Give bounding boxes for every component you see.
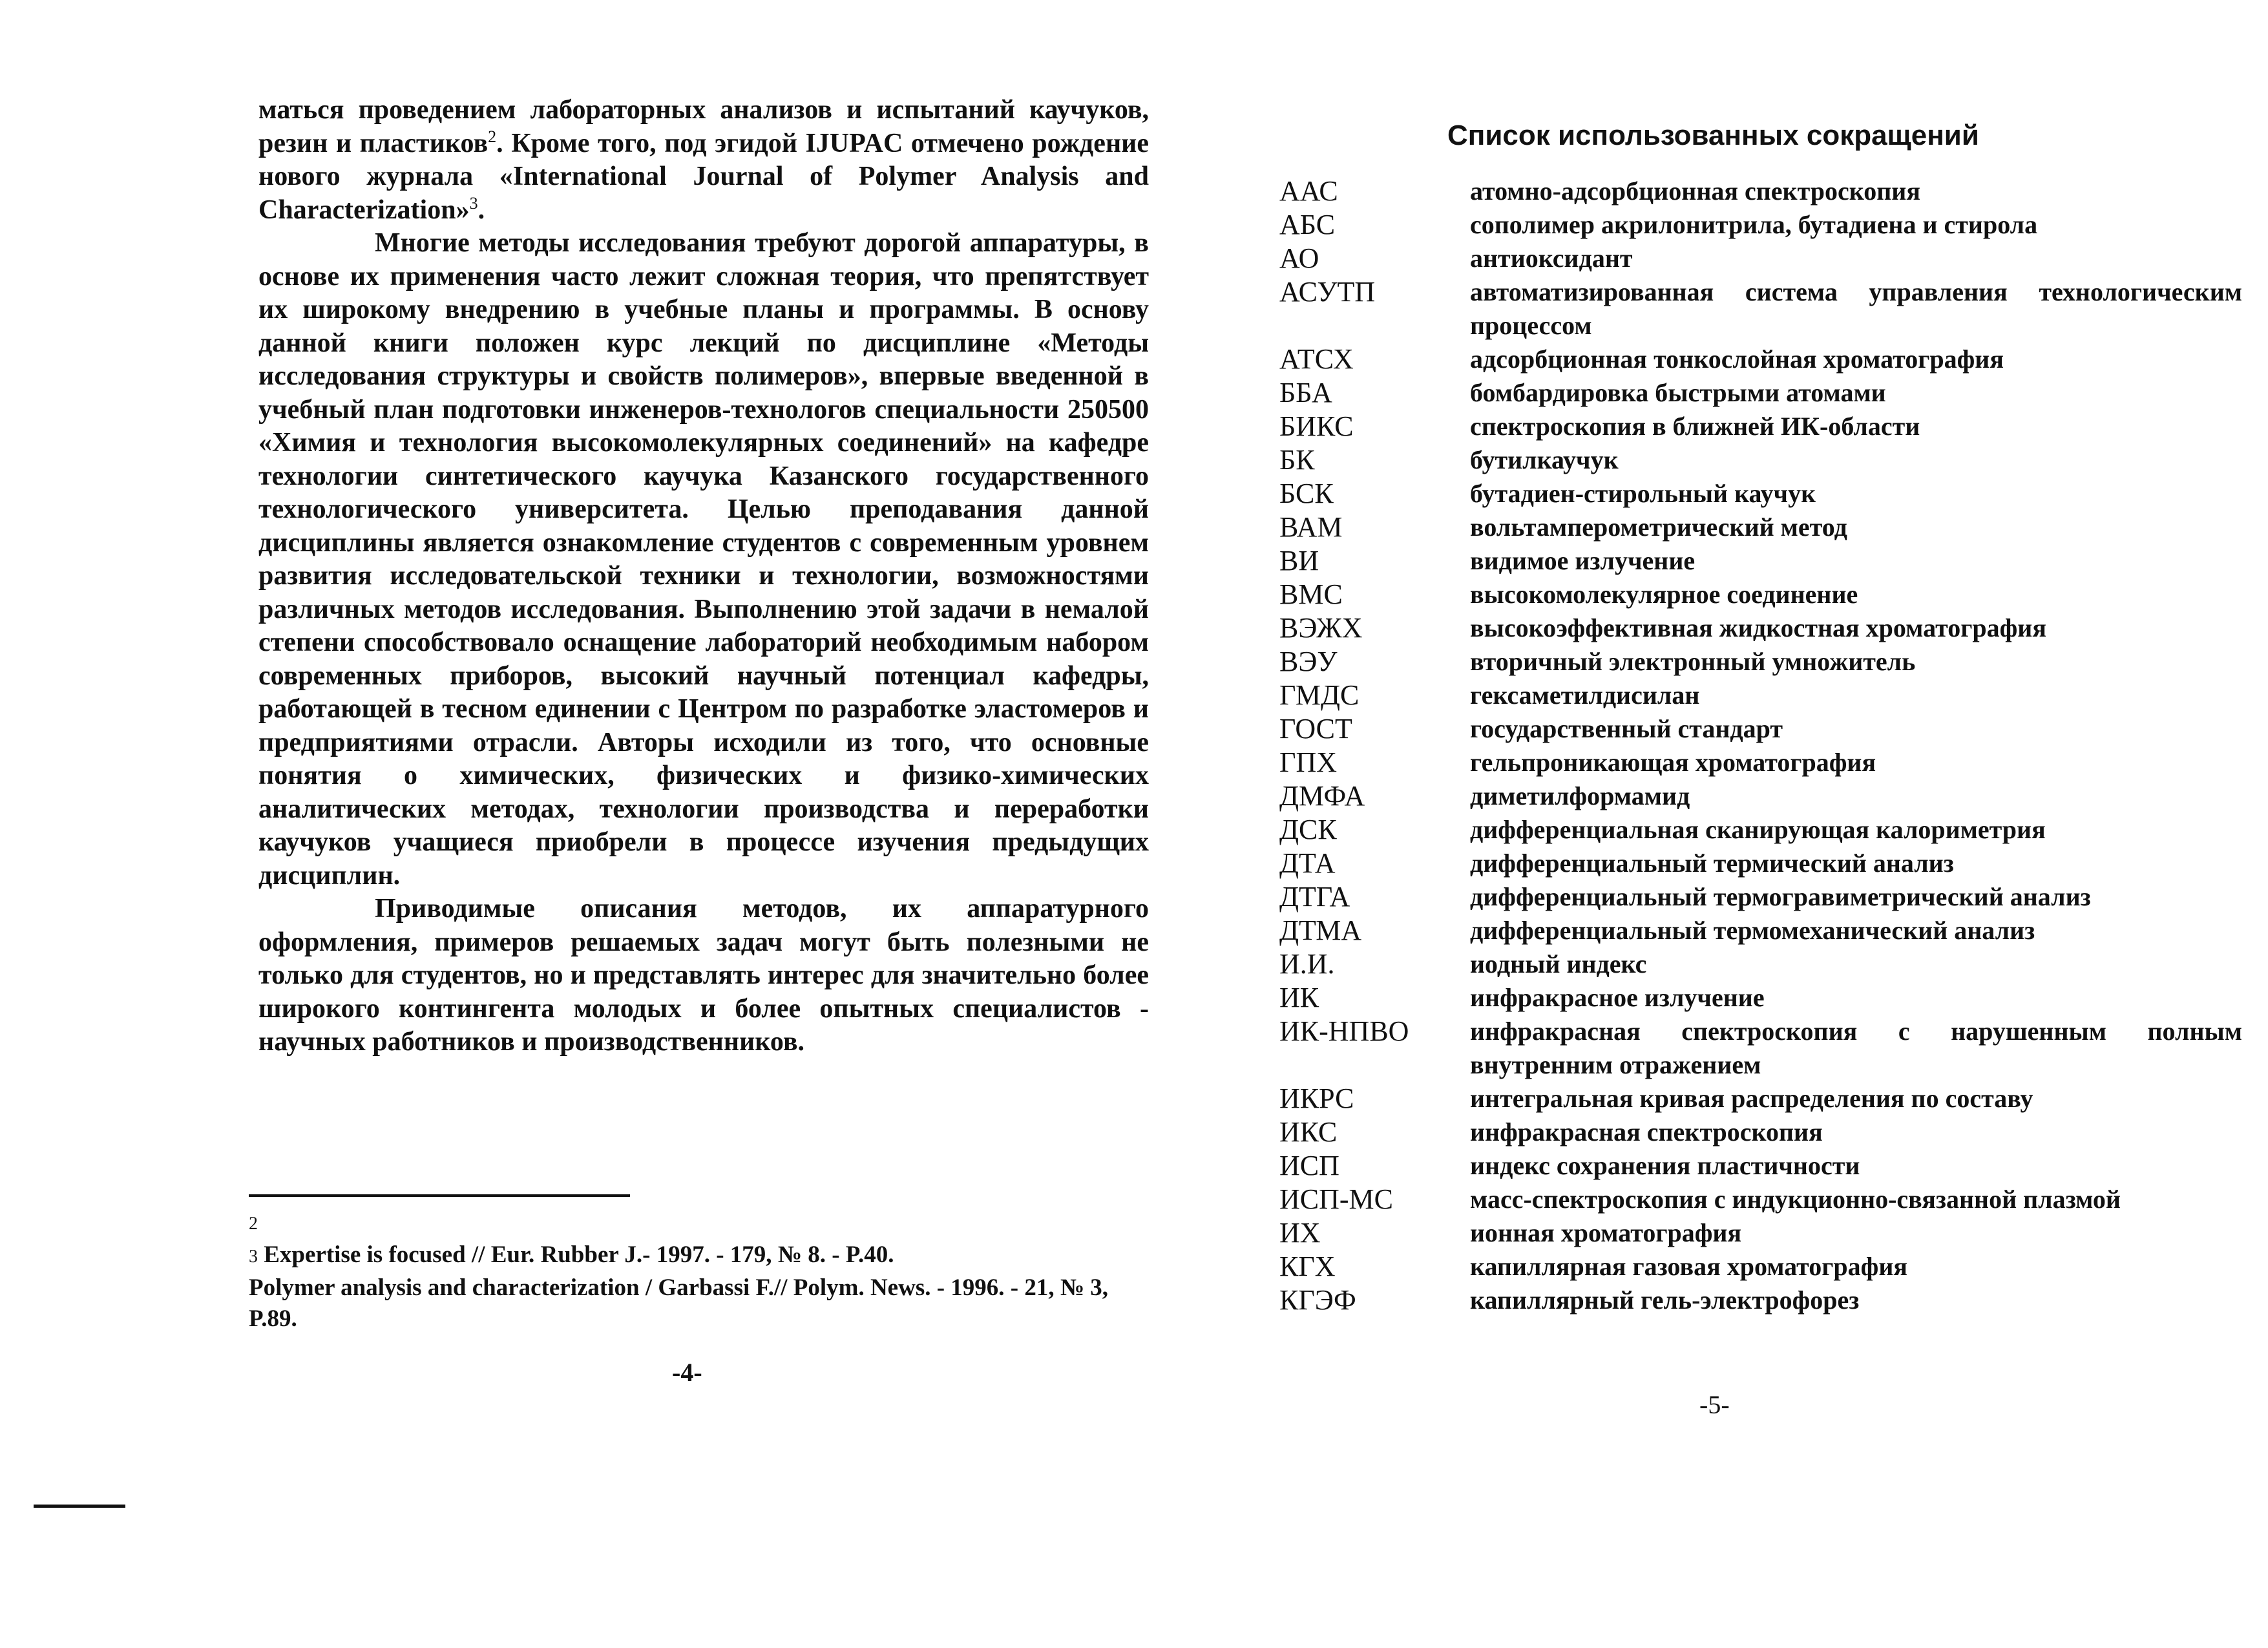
footnote-ref-3: 3	[469, 193, 478, 213]
body-text	[258, 94, 1149, 1059]
abbreviation-code: И.И.	[1279, 948, 1335, 980]
abbreviation-row	[1279, 343, 2242, 376]
margin-mark	[34, 1505, 125, 1508]
abbreviation-code: ИСП	[1279, 1150, 1339, 1181]
abbreviation-definition: масс-спектроскопия с индукционно-связанной плазмой	[1470, 1185, 2121, 1214]
abbreviation-definition: иодный индекс	[1470, 949, 1647, 978]
abbreviation-row	[1279, 611, 2242, 645]
abbreviations-list	[1279, 174, 2242, 1317]
abbreviation-definition: дифференциальный термический анализ	[1470, 849, 1954, 878]
abbreviation-row	[1279, 746, 2242, 779]
abbreviation-row	[1279, 1115, 2242, 1149]
paragraph-2: Многие методы исследования требуют дорогой аппаратуры, в основе их применения часто лежит сложная теория, что препятствует их широкому внедрению в учебные планы и программы. В основу данной книги положен курс лекций по дисциплине «Методы исследования структуры и свойств полимеров», впервые введенной в учебный план подготовки инженеров-технологов специальности 250500 «Химия и технология высокомолекулярных соединений» на кафедре технологии синтетического каучука Казанского государственного технологического университета. Целью преподавания данной дисциплины является ознакомление студентов с современным уровнем развития исследовательской техники и технологии, возможностями различных методов исследования. Выполнению этой задачи в немалой степени способствовало оснащение лабораторий необходимым набором современных приборов, высокий научный потенциал кафедры, работающей в тесном единении с Центром по разработке эластомеров и предприятиями отрасли. Авторы исходили из того, что основные понятия о химических, физических и физико-химических аналитических методах, технологии производства и переработки каучуков учащиеся приобрели в процессе изучения предыдущих дисциплин.	[258, 228, 1149, 891]
abbreviation-definition: вольтамперометрический метод	[1470, 512, 1847, 542]
abbreviation-definition: государственный стандарт	[1470, 714, 1783, 743]
abbreviation-row	[1279, 1015, 2242, 1082]
abbreviation-code: КГХ	[1279, 1251, 1336, 1282]
abbreviation-code: ГОСТ	[1279, 713, 1352, 745]
footnote-3-text: Polymer analysis and characterization / Garbassi F.// Polym. News. - 1996. - 21, № 3, P.89.	[249, 1274, 1109, 1332]
abbreviation-definition: высокомолекулярное соединение	[1470, 580, 1858, 609]
abbreviation-code: ВЭУ	[1279, 646, 1338, 677]
abbreviation-code: ГМДС	[1279, 679, 1360, 711]
abbreviation-definition: сополимер акрилонитрила, бутадиена и стирола	[1470, 210, 2038, 239]
abbreviation-row	[1279, 544, 2242, 578]
abbreviation-code: БК	[1279, 444, 1315, 476]
abbreviation-row	[1279, 947, 2242, 981]
abbreviation-code: АБС	[1279, 209, 1336, 240]
abbreviation-code: ДТМА	[1279, 914, 1362, 946]
abbreviation-definition: диметилформамид	[1470, 781, 1690, 810]
abbreviation-definition: гексаметилдисилан	[1470, 681, 1700, 710]
abbreviation-code: ГПХ	[1279, 746, 1337, 778]
abbreviation-row	[1279, 477, 2242, 511]
abbreviation-definition: гельпроникающая хроматография	[1470, 748, 1876, 777]
abbreviation-definition: автоматизированная система управления технологическим процессом	[1470, 277, 2242, 340]
abbreviation-code: АО	[1279, 242, 1319, 274]
abbreviation-definition: высокоэффективная жидкостная хроматография	[1470, 613, 2046, 642]
abbreviation-row	[1279, 1183, 2242, 1216]
abbreviation-definition: дифференциальный термомеханический анализ	[1470, 916, 2035, 945]
footnote-number-2: 2	[249, 1214, 258, 1234]
abbreviation-code: АТСХ	[1279, 343, 1354, 375]
footnote-3	[249, 1273, 1147, 1335]
footnote-divider	[249, 1194, 630, 1197]
abbreviation-definition: бомбардировка быстрыми атомами	[1470, 378, 1886, 407]
paragraph-3: Приводимые описания методов, их аппаратурного оформления, примеров решаемых задач могут быть полезными не только для студентов, но и представлять интерес для значительно более широкого контингента молодых и более опытных специалистов - научных работников и производственников.	[258, 894, 1149, 1057]
abbreviation-row	[1279, 679, 2242, 712]
paragraph-1	[258, 94, 1149, 227]
abbreviation-definition: спектроскопия в ближней ИК-области	[1470, 412, 1920, 441]
abbreviation-code: ДТА	[1279, 847, 1336, 879]
paragraph-1-text-b: . Кроме того, под эгидой IJUPAC отмечено рождение нового журнала «International Journal of Polymer Analysis and Characterization»	[258, 128, 1149, 225]
abbreviation-definition: ионная хроматография	[1470, 1218, 1742, 1247]
footnote-number-3-marker: 3	[249, 1247, 258, 1267]
abbreviation-code: ИК-НПВО	[1279, 1015, 1409, 1047]
abbreviation-definition: бутадиен-стирольный каучук	[1470, 479, 1816, 508]
abbreviation-row	[1279, 1216, 2242, 1250]
page-number-right: -5-	[1699, 1390, 1730, 1419]
abbreviation-code: ВЭЖХ	[1279, 612, 1363, 644]
abbreviation-row	[1279, 1250, 2242, 1284]
abbreviation-row	[1279, 847, 2242, 880]
abbreviation-code: АСУТП	[1279, 276, 1376, 308]
abbreviation-row	[1279, 914, 2242, 947]
paragraph-1-text-a: маться проведением лабораторных анализов и испытаний каучуков, резин и пластиков	[258, 95, 1149, 158]
abbreviation-row	[1279, 443, 2242, 477]
abbreviation-row	[1279, 1284, 2242, 1317]
paragraph-1-text-c: .	[478, 195, 485, 225]
abbreviation-row	[1279, 275, 2242, 343]
abbreviation-row	[1279, 208, 2242, 242]
abbreviation-code: ДМФА	[1279, 780, 1365, 812]
abbreviation-definition: дифференциальный термогравиметрический анализ	[1470, 882, 2091, 911]
footnote-2	[249, 1240, 1147, 1273]
abbreviation-row	[1279, 813, 2242, 847]
abbreviation-code: ВМС	[1279, 578, 1343, 610]
abbreviation-definition: инфракрасное излучение	[1470, 983, 1765, 1012]
abbreviation-definition: интегральная кривая распределения по составу	[1470, 1084, 2033, 1113]
abbreviation-code: ВИ	[1279, 545, 1319, 576]
abbreviation-code: БИКС	[1279, 410, 1354, 442]
abbreviation-row	[1279, 712, 2242, 746]
abbreviation-row	[1279, 511, 2242, 544]
abbreviation-row	[1279, 981, 2242, 1015]
abbreviation-code: БСК	[1279, 478, 1334, 509]
abbreviation-definition: вторичный электронный умножитель	[1470, 647, 1916, 676]
footnotes	[249, 1209, 1147, 1335]
abbreviation-row	[1279, 376, 2242, 410]
abbreviation-definition: атомно-адсорбционная спектроскопия	[1470, 176, 1920, 206]
abbreviation-code: КГЭФ	[1279, 1284, 1356, 1316]
abbreviation-code: ВАМ	[1279, 511, 1343, 543]
abbreviation-definition: видимое излучение	[1470, 546, 1696, 575]
abbreviation-code: ДТГА	[1279, 881, 1350, 913]
abbreviation-code: ББА	[1279, 377, 1332, 408]
abbreviation-code: ИХ	[1279, 1217, 1321, 1249]
abbreviation-definition: адсорбционная тонкослойная хроматография	[1470, 344, 2004, 374]
abbreviation-code: ААС	[1279, 175, 1338, 207]
abbreviation-definition: капиллярный гель-электрофорез	[1470, 1285, 1860, 1315]
abbreviation-definition: инфракрасная спектроскопия	[1470, 1117, 1823, 1146]
footnote-ref-2: 2	[488, 127, 497, 146]
abbreviations-title: Список использованных сокращений	[1447, 120, 1979, 151]
abbreviation-row	[1279, 242, 2242, 275]
page-number-left: -4-	[672, 1358, 702, 1387]
abbreviation-row	[1279, 578, 2242, 611]
footnote-2-text: Expertise is focused // Eur. Rubber J.- 1997. - 179, № 8. - P.40.	[264, 1241, 894, 1268]
abbreviation-definition: индекс сохранения пластичности	[1470, 1151, 1860, 1180]
abbreviation-code: ДСК	[1279, 814, 1337, 845]
abbreviation-row	[1279, 410, 2242, 443]
abbreviation-row	[1279, 880, 2242, 914]
abbreviation-row	[1279, 1082, 2242, 1115]
abbreviation-code: ИКРС	[1279, 1083, 1354, 1114]
abbreviation-definition: бутилкаучук	[1470, 445, 1619, 474]
abbreviation-code: ИК	[1279, 982, 1319, 1013]
abbreviation-definition: капиллярная газовая хроматография	[1470, 1252, 1908, 1281]
abbreviation-row	[1279, 779, 2242, 813]
abbreviation-definition: инфракрасная спектроскопия с нарушенным полным внутренним отражением	[1470, 1017, 2242, 1079]
abbreviation-code: ИКС	[1279, 1116, 1338, 1148]
abbreviation-row	[1279, 1149, 2242, 1183]
abbreviation-row	[1279, 174, 2242, 208]
abbreviation-definition: антиоксидант	[1470, 244, 1633, 273]
abbreviation-code: ИСП-МС	[1279, 1183, 1394, 1215]
abbreviation-row	[1279, 645, 2242, 679]
abbreviation-definition: дифференциальная сканирующая калориметрия	[1470, 815, 2046, 844]
